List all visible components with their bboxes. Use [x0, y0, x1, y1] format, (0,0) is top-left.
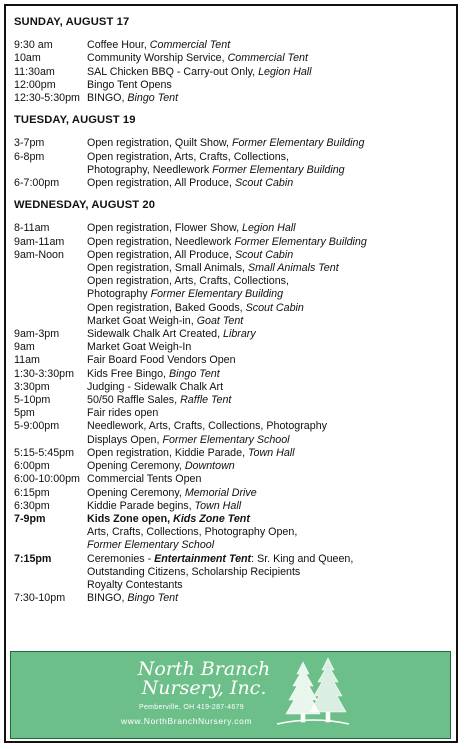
- event-text: : Sr. King and Queen,: [251, 552, 354, 565]
- schedule-row: [14, 315, 454, 328]
- nursery-location: Pemberville, OH 419-287-4679: [139, 704, 244, 711]
- event-description: [87, 275, 454, 288]
- event-location: Legion Hall: [242, 222, 296, 235]
- event-text: Photography, Needlework: [87, 163, 213, 176]
- nursery-advertisement: [10, 651, 451, 739]
- event-time: 10am: [14, 52, 41, 65]
- event-description: [87, 249, 454, 262]
- event-time: 9am-11am: [14, 235, 65, 248]
- event-description: [87, 368, 454, 381]
- schedule-row: [14, 52, 454, 65]
- event-location: Goat Tent: [196, 314, 244, 327]
- event-text: Arts, Crafts, Collections, Photography Open,: [87, 526, 298, 539]
- event-description: [87, 341, 454, 354]
- event-text: Bingo Tent Opens: [87, 78, 172, 91]
- event-location: Legion Hall: [258, 65, 312, 78]
- event-time: 6-8pm: [14, 150, 45, 163]
- event-location: Commercial Tent: [149, 39, 231, 52]
- event-description: [87, 526, 454, 539]
- event-time: 12:30-5:30pm: [14, 92, 80, 105]
- event-text: Market Goat Weigh-in,: [87, 314, 197, 327]
- schedule-row: [14, 262, 454, 275]
- event-text: Outstanding Citizens, Scholarship Recipients: [87, 565, 301, 578]
- event-text: Kids Free Bingo,: [87, 367, 169, 380]
- event-text: BINGO,: [87, 92, 128, 105]
- event-text: Community Worship Service,: [87, 52, 228, 65]
- event-description: [87, 236, 454, 249]
- event-text: Photography: [87, 288, 151, 301]
- event-location: Town Hall: [194, 499, 242, 512]
- event-text: Open registration, All Produce,: [87, 177, 235, 190]
- event-description: [87, 434, 454, 447]
- event-time: 6:00-10:00pm: [14, 473, 80, 486]
- event-location: Scout Cabin: [245, 301, 304, 314]
- schedule-row: [14, 487, 454, 500]
- event-text: Fair Board Food Vendors Open: [87, 354, 236, 367]
- event-location: Commercial Tent: [227, 52, 308, 65]
- event-description: [87, 288, 454, 301]
- day-section: [14, 114, 454, 190]
- schedule-row: [14, 164, 454, 177]
- event-time: 9:30 am: [14, 39, 53, 52]
- event-time: 6:00pm: [14, 460, 50, 473]
- event-time: 7:30-10pm: [14, 592, 66, 605]
- event-time: 8-11am: [14, 222, 50, 235]
- event-text: Sidewalk Chalk Art Created,: [87, 328, 224, 341]
- nursery-name-line2: Nursery, Inc.: [141, 677, 267, 699]
- event-text: Opening Ceremony,: [87, 486, 185, 499]
- event-time: 9am-3pm: [14, 328, 60, 341]
- schedule-row: [14, 434, 454, 447]
- schedule-row: [14, 500, 454, 513]
- event-location: Bingo Tent: [127, 592, 179, 605]
- schedule-row: [14, 137, 454, 150]
- event-time: 6:15pm: [14, 486, 50, 499]
- event-text: Open registration, Kiddie Parade,: [87, 446, 249, 459]
- event-location: Downtown: [184, 460, 235, 473]
- event-text: SAL Chicken BBQ - Carry-out Only,: [87, 65, 259, 78]
- event-location: Scout Cabin: [234, 177, 294, 190]
- schedule-row: [14, 177, 454, 190]
- event-time: [14, 579, 87, 592]
- event-description: [87, 262, 454, 275]
- event-location: Bingo Tent: [168, 367, 220, 380]
- event-text: Open registration, Small Animals,: [87, 262, 248, 275]
- event-text: Open registration, Flower Show,: [87, 222, 243, 235]
- event-location: Former Elementary Building: [231, 137, 365, 150]
- event-location: Library: [223, 328, 256, 341]
- fair-schedule: [14, 16, 454, 614]
- event-time: 5-10pm: [14, 394, 51, 407]
- event-location: Raffle Tent: [180, 394, 232, 407]
- event-description: [87, 553, 454, 566]
- nursery-name-line1: North Branch: [137, 658, 271, 680]
- event-location: Scout Cabin: [234, 248, 294, 261]
- day-section: [14, 199, 454, 605]
- event-text: Commercial Tents Open: [87, 473, 202, 486]
- day-heading: WEDNESDAY, AUGUST 20: [14, 199, 156, 212]
- schedule-row: [14, 447, 454, 460]
- event-text: Opening Ceremony,: [87, 460, 185, 473]
- event-description: [87, 328, 454, 341]
- schedule-row: [14, 566, 454, 579]
- event-text: Open registration, Arts, Crafts, Collections,: [87, 150, 289, 163]
- event-time: [14, 262, 87, 275]
- schedule-row: [14, 39, 454, 52]
- schedule-row: [14, 407, 454, 420]
- day-heading: TUESDAY, AUGUST 19: [14, 114, 136, 127]
- schedule-row: [14, 275, 454, 288]
- event-location: Former Elementary School: [87, 539, 215, 552]
- event-description: [87, 92, 454, 105]
- event-description: [87, 137, 454, 150]
- event-description: [87, 302, 454, 315]
- event-location: Memorial Drive: [184, 486, 257, 499]
- day-heading: SUNDAY, AUGUST 17: [14, 16, 130, 28]
- event-time: [14, 434, 87, 447]
- event-description: [87, 315, 454, 328]
- schedule-row: [14, 381, 454, 394]
- event-time: 5pm: [14, 407, 35, 420]
- event-location: Former Elementary Building: [234, 235, 367, 248]
- event-description: [87, 579, 454, 592]
- event-location: Small Animals Tent: [247, 262, 339, 275]
- event-time: [14, 315, 87, 328]
- event-description: [87, 592, 454, 605]
- event-description: [87, 566, 454, 579]
- schedule-row: [14, 222, 454, 235]
- event-text: Open registration, Needlework: [87, 235, 235, 248]
- event-time: 5:15-5:45pm: [14, 446, 75, 459]
- event-time: 11:30am: [14, 65, 55, 78]
- schedule-row: [14, 368, 454, 381]
- event-time: 6:30pm: [14, 499, 50, 512]
- schedule-row: [14, 151, 454, 164]
- event-text: Ceremonies -: [87, 552, 155, 565]
- schedule-row: [14, 553, 454, 566]
- event-text: Open registration, Baked Goods,: [87, 301, 246, 314]
- event-time: [14, 275, 87, 288]
- schedule-row: [14, 302, 454, 315]
- pine-trees-icon: [273, 656, 351, 730]
- event-time: [14, 566, 87, 579]
- event-description: [87, 177, 454, 190]
- nursery-name: [129, 660, 279, 698]
- event-time: [14, 164, 87, 177]
- schedule-row: [14, 288, 454, 301]
- schedule-row: [14, 92, 454, 105]
- event-time: [14, 539, 87, 552]
- event-description: [87, 473, 454, 486]
- event-description: [87, 381, 454, 394]
- event-description: [87, 407, 454, 420]
- event-location: Former Elementary School: [162, 433, 290, 446]
- event-text: Kids Zone open,: [87, 512, 174, 525]
- event-description: [87, 79, 454, 92]
- schedule-row: [14, 79, 454, 92]
- event-time: [14, 526, 87, 539]
- event-location: Town Hall: [248, 446, 295, 459]
- schedule-row: [14, 513, 454, 526]
- event-time: [14, 288, 87, 301]
- event-time: 9am-Noon: [14, 248, 64, 261]
- nursery-url: www.NorthBranchNursery.com: [121, 716, 253, 726]
- schedule-row: [14, 579, 454, 592]
- event-description: [87, 460, 454, 473]
- event-location: Entertainment Tent: [154, 552, 252, 565]
- event-text: Open registration, Quilt Show,: [87, 137, 232, 150]
- event-time: 11am: [14, 354, 40, 367]
- event-description: [87, 222, 454, 235]
- event-text: BINGO,: [87, 592, 128, 605]
- event-description: [87, 420, 454, 433]
- event-text: Kiddie Parade begins,: [87, 499, 195, 512]
- schedule-row: [14, 394, 454, 407]
- schedule-row: [14, 592, 454, 605]
- event-time: 3-7pm: [14, 137, 45, 150]
- event-time: 3:30pm: [14, 380, 50, 393]
- event-text: Displays Open,: [87, 433, 163, 446]
- day-section: [14, 16, 454, 105]
- event-description: [87, 39, 454, 52]
- event-description: [87, 487, 454, 500]
- event-time: 9am: [14, 341, 35, 354]
- event-time: 7:15pm: [14, 552, 52, 565]
- event-text: Royalty Contestants: [87, 578, 183, 591]
- event-text: Judging - Sidewalk Chalk Art: [87, 380, 224, 393]
- schedule-row: [14, 460, 454, 473]
- event-description: [87, 513, 454, 526]
- event-description: [87, 394, 454, 407]
- event-description: [87, 66, 454, 79]
- event-text: Open registration, Arts, Crafts, Collections,: [87, 275, 289, 288]
- event-description: [87, 354, 454, 367]
- schedule-row: [14, 249, 454, 262]
- event-description: [87, 500, 454, 513]
- event-text: Fair rides open: [87, 407, 159, 420]
- event-time: 7-9pm: [14, 512, 46, 525]
- event-description: [87, 151, 454, 164]
- event-time: 12:00pm: [14, 78, 56, 91]
- event-location: Former Elementary Building: [212, 163, 345, 176]
- event-time: 5-9:00pm: [14, 420, 60, 433]
- schedule-row: [14, 328, 454, 341]
- event-location: Kids Zone Tent: [173, 512, 250, 525]
- schedule-row: [14, 526, 454, 539]
- schedule-row: [14, 236, 454, 249]
- schedule-frame: [4, 4, 458, 743]
- event-time: 6-7:00pm: [14, 177, 60, 190]
- event-text: Open registration, All Produce,: [87, 248, 235, 261]
- event-location: Former Elementary Building: [150, 288, 284, 301]
- schedule-row: [14, 66, 454, 79]
- schedule-row: [14, 354, 454, 367]
- event-text: Coffee Hour,: [87, 39, 150, 52]
- event-location: Bingo Tent: [127, 92, 179, 105]
- schedule-row: [14, 473, 454, 486]
- event-text: Needlework, Arts, Crafts, Collections, Photography: [87, 420, 327, 433]
- event-time: [14, 302, 87, 315]
- event-text: Market Goat Weigh-In: [87, 341, 192, 354]
- event-description: [87, 52, 454, 65]
- event-time: 1:30-3:30pm: [14, 367, 75, 380]
- schedule-row: [14, 420, 454, 433]
- event-description: [87, 164, 454, 177]
- event-description: [87, 447, 454, 460]
- event-description: [87, 539, 454, 552]
- schedule-row: [14, 341, 454, 354]
- schedule-row: [14, 539, 454, 552]
- event-text: 50/50 Raffle Sales,: [87, 394, 181, 407]
